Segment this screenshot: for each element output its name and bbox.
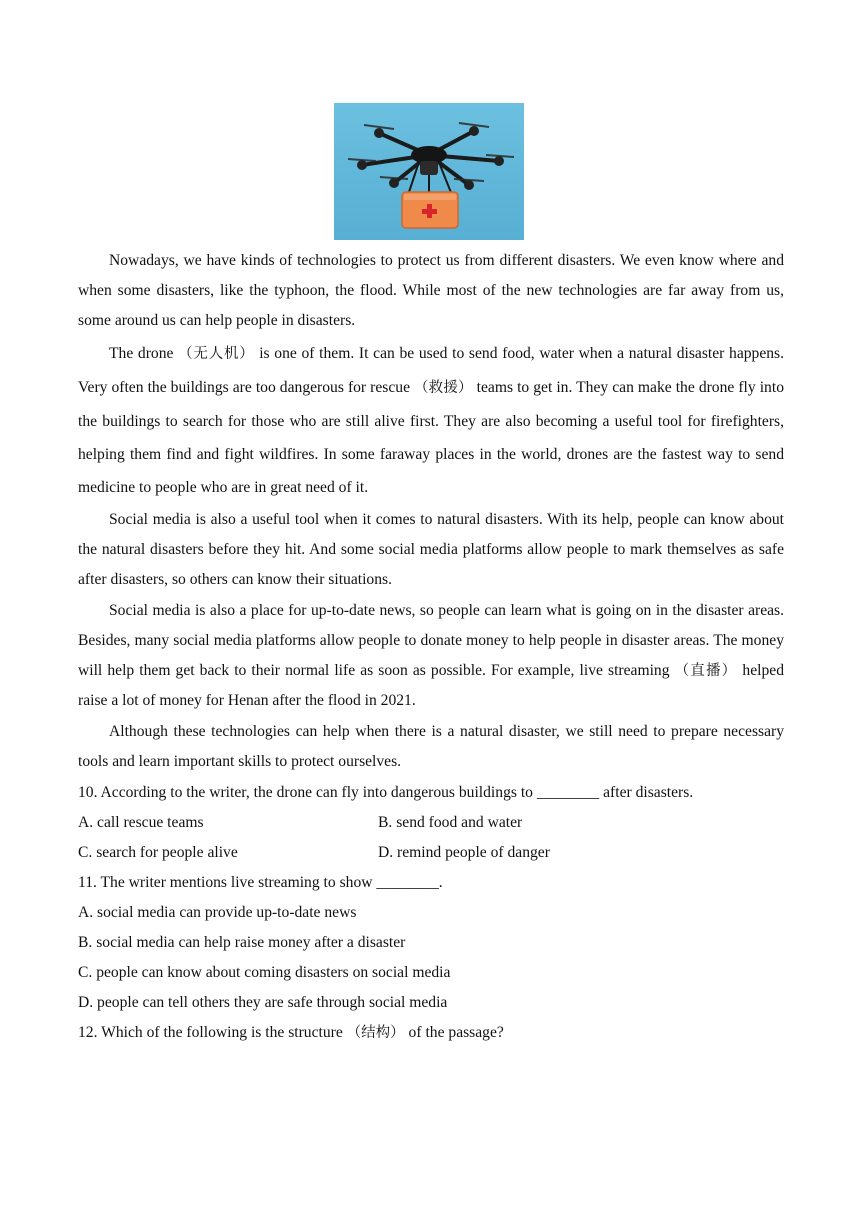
option-11c: C. people can know about coming disasters on social media	[78, 964, 451, 981]
drone-photo	[334, 103, 524, 240]
option-10a: A. call rescue teams	[78, 814, 204, 831]
article	[78, 246, 784, 1048]
question-12: 12. Which of the following is the structure （结构） of the passage?	[78, 1024, 504, 1041]
drone-icon	[334, 103, 524, 240]
option-10d: D. remind people of danger	[378, 844, 550, 861]
option-11b: B. social media can help raise money after a disaster	[78, 934, 406, 951]
option-11a: A. social media can provide up-to-date news	[78, 904, 357, 921]
question-10: 10. According to the writer, the drone can fly into dangerous buildings to ________ after disasters.	[78, 784, 694, 801]
question-11: 11. The writer mentions live streaming to show ________.	[78, 874, 443, 891]
paragraph-1: Nowadays, we have kinds of technologies to protect us from different disasters. We even know where and when some disasters, like the typhoon, the flood. While most of the new technologies are far away from us, some around us can help people in disasters.	[78, 252, 784, 329]
paragraph-5: Although these technologies can help when there is a natural disaster, we still need to prepare necessary tools and learn important skills to protect ourselves.	[78, 723, 784, 770]
question-10-options-row-2	[78, 838, 784, 868]
paragraph-4: Social media is also a place for up-to-date news, so people can learn what is going on in the disaster areas. Besides, many social media platforms allow people to donate money to help people in disaster areas. The money will help them get back to their normal life as soon as possible. For example, live streaming （直播） helped raise a lot of money for Henan after the flood in 2021.	[78, 602, 784, 709]
option-10c: C. search for people alive	[78, 844, 238, 861]
paragraph-3: Social media is also a useful tool when it comes to natural disasters. With its help, people can know about the natural disasters before they hit. And some social media platforms allow people to mark themselves as safe after disasters, so others can know their situations.	[78, 511, 784, 588]
question-10-options-row-1	[78, 808, 784, 838]
option-10b: B. send food and water	[378, 814, 523, 831]
option-11d: D. people can tell others they are safe through social media	[78, 994, 448, 1011]
paragraph-2: The drone （无人机） is one of them. It can be used to send food, water when a natural disaster happens. Very often the buildings are too dangerous for rescue （救援） teams to get in. They can make the drone fly into the buildings to search for those who are still alive first. They are also becoming a useful tool for firefighters, helping them find and fight wildfires. In some faraway places in the world, drones are the fastest way to send medicine to people who are in great need of it.	[78, 345, 785, 496]
